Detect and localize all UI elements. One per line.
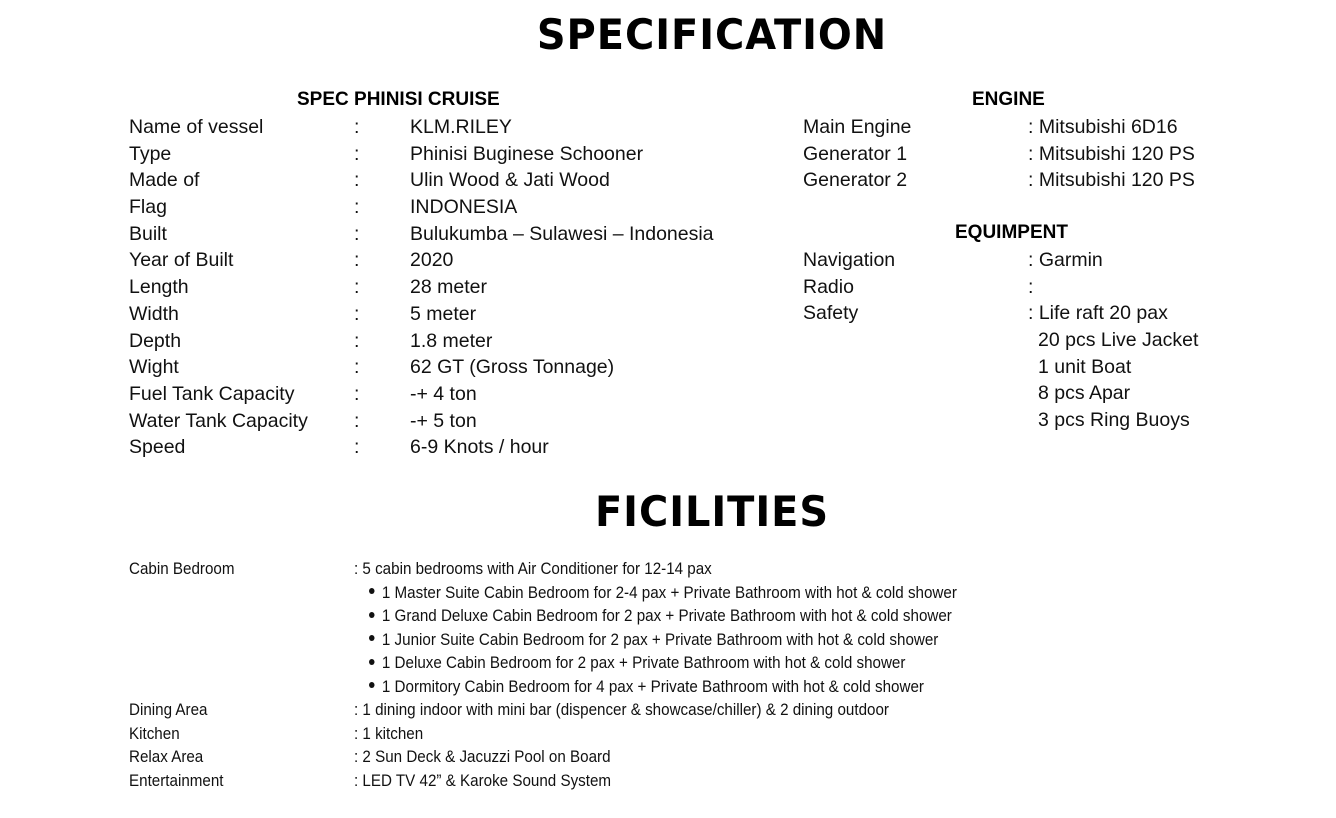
spec-separator: : [354, 196, 360, 219]
spec-value: Bulukumba – Sulawesi – Indonesia [410, 222, 714, 245]
equipment-value: : Life raft 20 pax [1028, 302, 1168, 325]
spec-label: Speed [129, 436, 186, 459]
spec-value: Ulin Wood & Jati Wood [410, 169, 610, 192]
bullet-icon [369, 588, 375, 594]
equipment-label: Navigation [803, 249, 896, 271]
equipment-label: Safety [803, 302, 859, 325]
spec-separator: : [354, 222, 360, 245]
spec-separator: : [354, 276, 360, 299]
spec-value: 62 GT (Gross Tonnage) [410, 356, 615, 379]
spec-separator: : [354, 142, 360, 165]
bullet-icon [369, 612, 375, 618]
safety-item-text: 1 unit Boat [1038, 355, 1132, 378]
facility-label: Entertainment [129, 771, 224, 790]
spec-label: Flag [129, 196, 167, 219]
spec-separator: : [354, 249, 360, 272]
spec-value: Phinisi Buginese Schooner [410, 142, 644, 165]
spec-separator: : [354, 382, 360, 405]
facility-label: Cabin Bedroom [129, 560, 235, 578]
engine-value: : Mitsubishi 6D16 [1028, 116, 1178, 138]
engine-label: Main Engine [803, 116, 912, 138]
spec-phinisi-heading: SPEC PHINISI CRUISE [297, 89, 500, 110]
spec-label: Name of vessel [129, 116, 264, 138]
spec-value: 5 meter [410, 302, 477, 325]
spec-value: 1.8 meter [410, 329, 493, 352]
engine-heading: ENGINE [972, 89, 1045, 110]
spec-label: Wight [129, 356, 179, 379]
cabin-bullet-text: 1 Dormitory Cabin Bedroom for 4 pax + Private Bathroom with hot & cold shower [381, 677, 924, 696]
bullet-icon [369, 659, 375, 665]
spec-value: -+ 5 ton [410, 409, 477, 432]
spec-value: -+ 4 ton [410, 382, 477, 405]
cabin-bullet-text: 1 Grand Deluxe Cabin Bedroom for 2 pax + Private Bathroom with hot & cold shower [381, 607, 952, 625]
cabin-bullet-text: 1 Junior Suite Cabin Bedroom for 2 pax + Private Bathroom with hot & cold shower [381, 630, 939, 649]
spec-label: Year of Built [129, 249, 234, 272]
facility-value: : 1 dining indoor with mini bar (dispencer & showcase/chiller) & 2 dining outdoor [354, 701, 889, 719]
safety-item-text: 3 pcs Ring Buoys [1038, 409, 1190, 432]
spec-label: Water Tank Capacity [129, 409, 308, 432]
safety-item-text: 8 pcs Apar [1038, 382, 1131, 405]
spec-value: INDONESIA [410, 196, 518, 219]
spec-separator: : [354, 302, 360, 325]
cabin-bullet-text: 1 Deluxe Cabin Bedroom for 2 pax + Private Bathroom with hot & cold shower [381, 654, 906, 672]
bullet-icon [369, 682, 375, 688]
engine-label: Generator 2 [803, 169, 908, 192]
facility-value: : 2 Sun Deck & Jacuzzi Pool on Board [354, 748, 611, 766]
facility-value: : 1 kitchen [354, 724, 424, 743]
spec-separator: : [354, 116, 360, 138]
spec-value: 28 meter [410, 276, 487, 299]
facility-label: Relax Area [129, 748, 204, 766]
facility-label: Kitchen [129, 724, 180, 743]
engine-value: : Mitsubishi 120 PS [1028, 169, 1195, 192]
safety-item-text: 20 pcs Live Jacket [1038, 329, 1199, 352]
engine-label: Generator 1 [803, 142, 908, 165]
specification-title: SPECIFICATION [536, 10, 888, 59]
spec-separator: : [354, 436, 360, 459]
facility-label: Dining Area [129, 701, 208, 719]
spec-label: Depth [129, 329, 182, 352]
equipment-value: : [1028, 275, 1034, 298]
spec-value: 2020 [410, 249, 454, 272]
facility-value: : 5 cabin bedrooms with Air Conditioner for 12-14 pax [354, 560, 712, 578]
spec-label: Width [129, 302, 179, 325]
spec-separator: : [354, 169, 360, 192]
bullet-icon [369, 635, 375, 641]
spec-separator: : [354, 356, 360, 379]
spec-value: KLM.RILEY [410, 116, 512, 138]
spec-label: Length [129, 276, 189, 299]
engine-value: : Mitsubishi 120 PS [1028, 142, 1195, 165]
cabin-bullet-text: 1 Master Suite Cabin Bedroom for 2-4 pax + Private Bathroom with hot & cold shower [381, 583, 957, 602]
spec-label: Type [129, 142, 172, 165]
facilities-title: FICILITIES [594, 487, 830, 536]
facility-value: : LED TV 42” & Karoke Sound System [354, 771, 612, 790]
spec-label: Fuel Tank Capacity [129, 382, 295, 405]
spec-value: 6-9 Knots / hour [410, 436, 549, 459]
spec-separator: : [354, 329, 360, 352]
spec-separator: : [354, 409, 360, 432]
equipment-value: : Garmin [1028, 249, 1103, 271]
equipment-label: Radio [803, 275, 854, 298]
spec-label: Made of [129, 169, 200, 192]
equipment-heading: EQUIMPENT [955, 222, 1068, 243]
spec-label: Built [129, 222, 167, 245]
